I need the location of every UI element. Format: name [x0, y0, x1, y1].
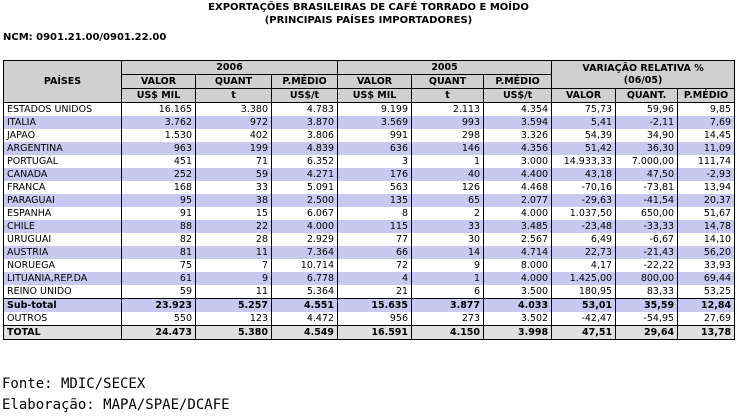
value-cell: 12,84	[678, 299, 735, 313]
value-cell: 16.591	[338, 326, 412, 340]
value-cell: 252	[122, 168, 196, 181]
country-cell: TOTAL	[4, 326, 122, 340]
value-cell: 4,17	[552, 259, 616, 272]
value-cell: 800,00	[616, 272, 678, 285]
value-cell: 4.000	[484, 207, 552, 220]
value-cell: 23.923	[122, 299, 196, 313]
header-quant-2006: QUANT	[196, 75, 272, 89]
country-cell: AUSTRIA	[4, 246, 122, 259]
value-cell: -6,67	[616, 233, 678, 246]
table-row	[4, 103, 735, 117]
value-cell: 5.091	[272, 181, 338, 194]
value-cell: 29,64	[616, 326, 678, 340]
value-cell: 3.485	[484, 220, 552, 233]
value-cell: 3.877	[412, 299, 484, 313]
value-cell: 4.551	[272, 299, 338, 313]
value-cell: 71	[196, 155, 272, 168]
value-cell: -22,22	[616, 259, 678, 272]
value-cell: 2.500	[272, 194, 338, 207]
value-cell: 51,42	[552, 142, 616, 155]
value-cell: 3.594	[484, 116, 552, 129]
value-cell: 199	[196, 142, 272, 155]
country-cell: ITALIA	[4, 116, 122, 129]
value-cell: 20,37	[678, 194, 735, 207]
value-cell: 91	[122, 207, 196, 220]
value-cell: 135	[338, 194, 412, 207]
value-cell: 75	[122, 259, 196, 272]
value-cell: 3.870	[272, 116, 338, 129]
value-cell: 2.113	[412, 103, 484, 117]
value-cell: 7	[196, 259, 272, 272]
value-cell: 47,51	[552, 326, 616, 340]
value-cell: -41,54	[616, 194, 678, 207]
value-cell: 550	[122, 312, 196, 326]
var-quant-header: QUANT.	[616, 89, 678, 103]
value-cell: 1.530	[122, 129, 196, 142]
value-cell: 8.000	[484, 259, 552, 272]
value-cell: 5.380	[196, 326, 272, 340]
value-cell: -21,43	[616, 246, 678, 259]
value-cell: 40	[412, 168, 484, 181]
ncm-code: NCM: 0901.21.00/0901.22.00	[3, 32, 167, 43]
export-table	[3, 60, 735, 340]
value-cell: 33	[412, 220, 484, 233]
value-cell: 402	[196, 129, 272, 142]
value-cell: 2.567	[484, 233, 552, 246]
value-cell: 65	[412, 194, 484, 207]
header-year-2005: 2005	[338, 61, 552, 75]
header-pmedio-2005: P.MÉDIO	[484, 75, 552, 89]
value-cell: 9	[412, 259, 484, 272]
country-cell: PORTUGAL	[4, 155, 122, 168]
value-cell: 15.635	[338, 299, 412, 313]
table-row	[4, 155, 735, 168]
table-row	[4, 207, 735, 220]
country-cell: ESPANHA	[4, 207, 122, 220]
value-cell: 146	[412, 142, 484, 155]
table-row	[4, 168, 735, 181]
value-cell: 35,59	[616, 299, 678, 313]
value-cell: 123	[196, 312, 272, 326]
country-cell: Sub-total	[4, 299, 122, 313]
value-cell: 34,90	[616, 129, 678, 142]
value-cell: -73,81	[616, 181, 678, 194]
value-cell: 3.000	[484, 155, 552, 168]
country-cell: REINO UNIDO	[4, 285, 122, 299]
value-cell: 77	[338, 233, 412, 246]
value-cell: -54,95	[616, 312, 678, 326]
value-cell: 1	[412, 155, 484, 168]
value-cell: 59	[122, 285, 196, 299]
value-cell: 36,30	[616, 142, 678, 155]
value-cell: 3	[338, 155, 412, 168]
header-valor-2005: VALOR	[338, 75, 412, 89]
value-cell: -23,48	[552, 220, 616, 233]
value-cell: 30	[412, 233, 484, 246]
value-cell: 4.356	[484, 142, 552, 155]
value-cell: 273	[412, 312, 484, 326]
table-row	[4, 233, 735, 246]
value-cell: 3.326	[484, 129, 552, 142]
value-cell: 1.425,00	[552, 272, 616, 285]
value-cell: -2,93	[678, 168, 735, 181]
country-cell: CHILE	[4, 220, 122, 233]
value-cell: 451	[122, 155, 196, 168]
value-cell: 9	[196, 272, 272, 285]
table-row	[4, 312, 735, 326]
value-cell: 33	[196, 181, 272, 194]
value-cell: 972	[196, 116, 272, 129]
value-cell: 88	[122, 220, 196, 233]
value-cell: 3.762	[122, 116, 196, 129]
table-row	[4, 272, 735, 285]
value-cell: 4.468	[484, 181, 552, 194]
value-cell: 11	[196, 285, 272, 299]
var-pmedio-header: P.MÉDIO	[678, 89, 735, 103]
country-cell: CANADA	[4, 168, 122, 181]
value-cell: 3.569	[338, 116, 412, 129]
header-year-2006: 2006	[122, 61, 338, 75]
value-cell: 10.714	[272, 259, 338, 272]
header-valor-2006: VALOR	[122, 75, 196, 89]
value-cell: 14,78	[678, 220, 735, 233]
value-cell: 6,49	[552, 233, 616, 246]
unit-valor-2006: US$ MIL	[122, 89, 196, 103]
value-cell: 59,96	[616, 103, 678, 117]
value-cell: 956	[338, 312, 412, 326]
value-cell: 4.472	[272, 312, 338, 326]
table-row	[4, 194, 735, 207]
value-cell: 4.839	[272, 142, 338, 155]
unit-valor-2005: US$ MIL	[338, 89, 412, 103]
value-cell: -70,16	[552, 181, 616, 194]
table-row	[4, 116, 735, 129]
value-cell: 7,69	[678, 116, 735, 129]
unit-pmedio-2005: US$/t	[484, 89, 552, 103]
value-cell: 4.271	[272, 168, 338, 181]
table-row	[4, 246, 735, 259]
value-cell: 963	[122, 142, 196, 155]
header-variacao	[552, 61, 735, 89]
value-cell: 168	[122, 181, 196, 194]
value-cell: 2.077	[484, 194, 552, 207]
value-cell: 4.033	[484, 299, 552, 313]
value-cell: 22,73	[552, 246, 616, 259]
country-cell: URUGUAI	[4, 233, 122, 246]
value-cell: 38	[196, 194, 272, 207]
value-cell: 3.380	[196, 103, 272, 117]
value-cell: 51,67	[678, 207, 735, 220]
value-cell: 1	[412, 272, 484, 285]
value-cell: -29,63	[552, 194, 616, 207]
value-cell: 47,50	[616, 168, 678, 181]
table-row	[4, 220, 735, 233]
value-cell: 72	[338, 259, 412, 272]
value-cell: 2.929	[272, 233, 338, 246]
value-cell: 111,74	[678, 155, 735, 168]
value-cell: 8	[338, 207, 412, 220]
header-pmedio-2006: P.MÉDIO	[272, 75, 338, 89]
value-cell: 59	[196, 168, 272, 181]
value-cell: 95	[122, 194, 196, 207]
value-cell: 24.473	[122, 326, 196, 340]
value-cell: 6.352	[272, 155, 338, 168]
value-cell: 4.150	[412, 326, 484, 340]
value-cell: 3.502	[484, 312, 552, 326]
table-row	[4, 299, 735, 313]
value-cell: 991	[338, 129, 412, 142]
value-cell: 4.000	[484, 272, 552, 285]
value-cell: 54,39	[552, 129, 616, 142]
value-cell: 82	[122, 233, 196, 246]
value-cell: 27,69	[678, 312, 735, 326]
country-cell: ESTADOS UNIDOS	[4, 103, 122, 117]
var-valor-header: VALOR	[552, 89, 616, 103]
value-cell: 13,94	[678, 181, 735, 194]
header-quant-2005: QUANT	[412, 75, 484, 89]
value-cell: 11,09	[678, 142, 735, 155]
table-row	[4, 129, 735, 142]
value-cell: -42,47	[552, 312, 616, 326]
value-cell: -33,33	[616, 220, 678, 233]
value-cell: 33,93	[678, 259, 735, 272]
country-cell: NORUEGA	[4, 259, 122, 272]
value-cell: 4.354	[484, 103, 552, 117]
value-cell: 83,33	[616, 285, 678, 299]
value-cell: 180,95	[552, 285, 616, 299]
country-cell: PARAGUAI	[4, 194, 122, 207]
footer-source: Fonte: MDIC/SECEX	[2, 376, 146, 392]
value-cell: 14,45	[678, 129, 735, 142]
value-cell: 3.998	[484, 326, 552, 340]
value-cell: 11	[196, 246, 272, 259]
value-cell: 563	[338, 181, 412, 194]
value-cell: 13,78	[678, 326, 735, 340]
value-cell: 28	[196, 233, 272, 246]
value-cell: 6.778	[272, 272, 338, 285]
report-title: EXPORTAÇÕES BRASILEIRAS DE CAFÉ TORRADO E MOÍDO	[208, 2, 529, 13]
value-cell: 4.783	[272, 103, 338, 117]
value-cell: 9.199	[338, 103, 412, 117]
value-cell: 53,25	[678, 285, 735, 299]
table-row	[4, 285, 735, 299]
header-variacao-period: (06/05)	[623, 74, 663, 86]
country-cell: OUTROS	[4, 312, 122, 326]
value-cell: 3.806	[272, 129, 338, 142]
value-cell: 4.549	[272, 326, 338, 340]
value-cell: 14.933,33	[552, 155, 616, 168]
value-cell: 56,20	[678, 246, 735, 259]
value-cell: 176	[338, 168, 412, 181]
value-cell: 2	[412, 207, 484, 220]
value-cell: 9,85	[678, 103, 735, 117]
value-cell: 650,00	[616, 207, 678, 220]
value-cell: 7.000,00	[616, 155, 678, 168]
value-cell: 53,01	[552, 299, 616, 313]
value-cell: 21	[338, 285, 412, 299]
footer-author: Elaboração: MAPA/SPAE/DCAFE	[2, 397, 230, 413]
value-cell: 4	[338, 272, 412, 285]
value-cell: 16.165	[122, 103, 196, 117]
value-cell: 993	[412, 116, 484, 129]
value-cell: 14,10	[678, 233, 735, 246]
value-cell: 5,41	[552, 116, 616, 129]
value-cell: 61	[122, 272, 196, 285]
value-cell: 1.037,50	[552, 207, 616, 220]
unit-quant-2005: t	[412, 89, 484, 103]
value-cell: 7.364	[272, 246, 338, 259]
unit-pmedio-2006: US$/t	[272, 89, 338, 103]
value-cell: 115	[338, 220, 412, 233]
value-cell: 126	[412, 181, 484, 194]
value-cell: 6	[412, 285, 484, 299]
value-cell: 66	[338, 246, 412, 259]
value-cell: 636	[338, 142, 412, 155]
value-cell: 4.400	[484, 168, 552, 181]
value-cell: 14	[412, 246, 484, 259]
value-cell: 81	[122, 246, 196, 259]
value-cell: -2,11	[616, 116, 678, 129]
report-subtitle: (PRINCIPAIS PAÍSES IMPORTADORES)	[264, 15, 473, 26]
table-row	[4, 142, 735, 155]
value-cell: 3.500	[484, 285, 552, 299]
country-cell: FRANCA	[4, 181, 122, 194]
table-row	[4, 259, 735, 272]
header-paises: PAÍSES	[4, 61, 122, 103]
value-cell: 4.000	[272, 220, 338, 233]
country-cell: JAPAO	[4, 129, 122, 142]
header-variacao-label: VARIAÇÃO RELATIVA %	[582, 62, 704, 74]
country-cell: ARGENTINA	[4, 142, 122, 155]
unit-quant-2006: t	[196, 89, 272, 103]
value-cell: 5.364	[272, 285, 338, 299]
value-cell: 15	[196, 207, 272, 220]
country-cell: LITUANIA,REP.DA	[4, 272, 122, 285]
value-cell: 69,44	[678, 272, 735, 285]
value-cell: 4.714	[484, 246, 552, 259]
value-cell: 6.067	[272, 207, 338, 220]
value-cell: 5.257	[196, 299, 272, 313]
value-cell: 43,18	[552, 168, 616, 181]
value-cell: 298	[412, 129, 484, 142]
table-body	[4, 103, 735, 340]
value-cell: 75,73	[552, 103, 616, 117]
value-cell: 22	[196, 220, 272, 233]
table-row	[4, 181, 735, 194]
table-row	[4, 326, 735, 340]
